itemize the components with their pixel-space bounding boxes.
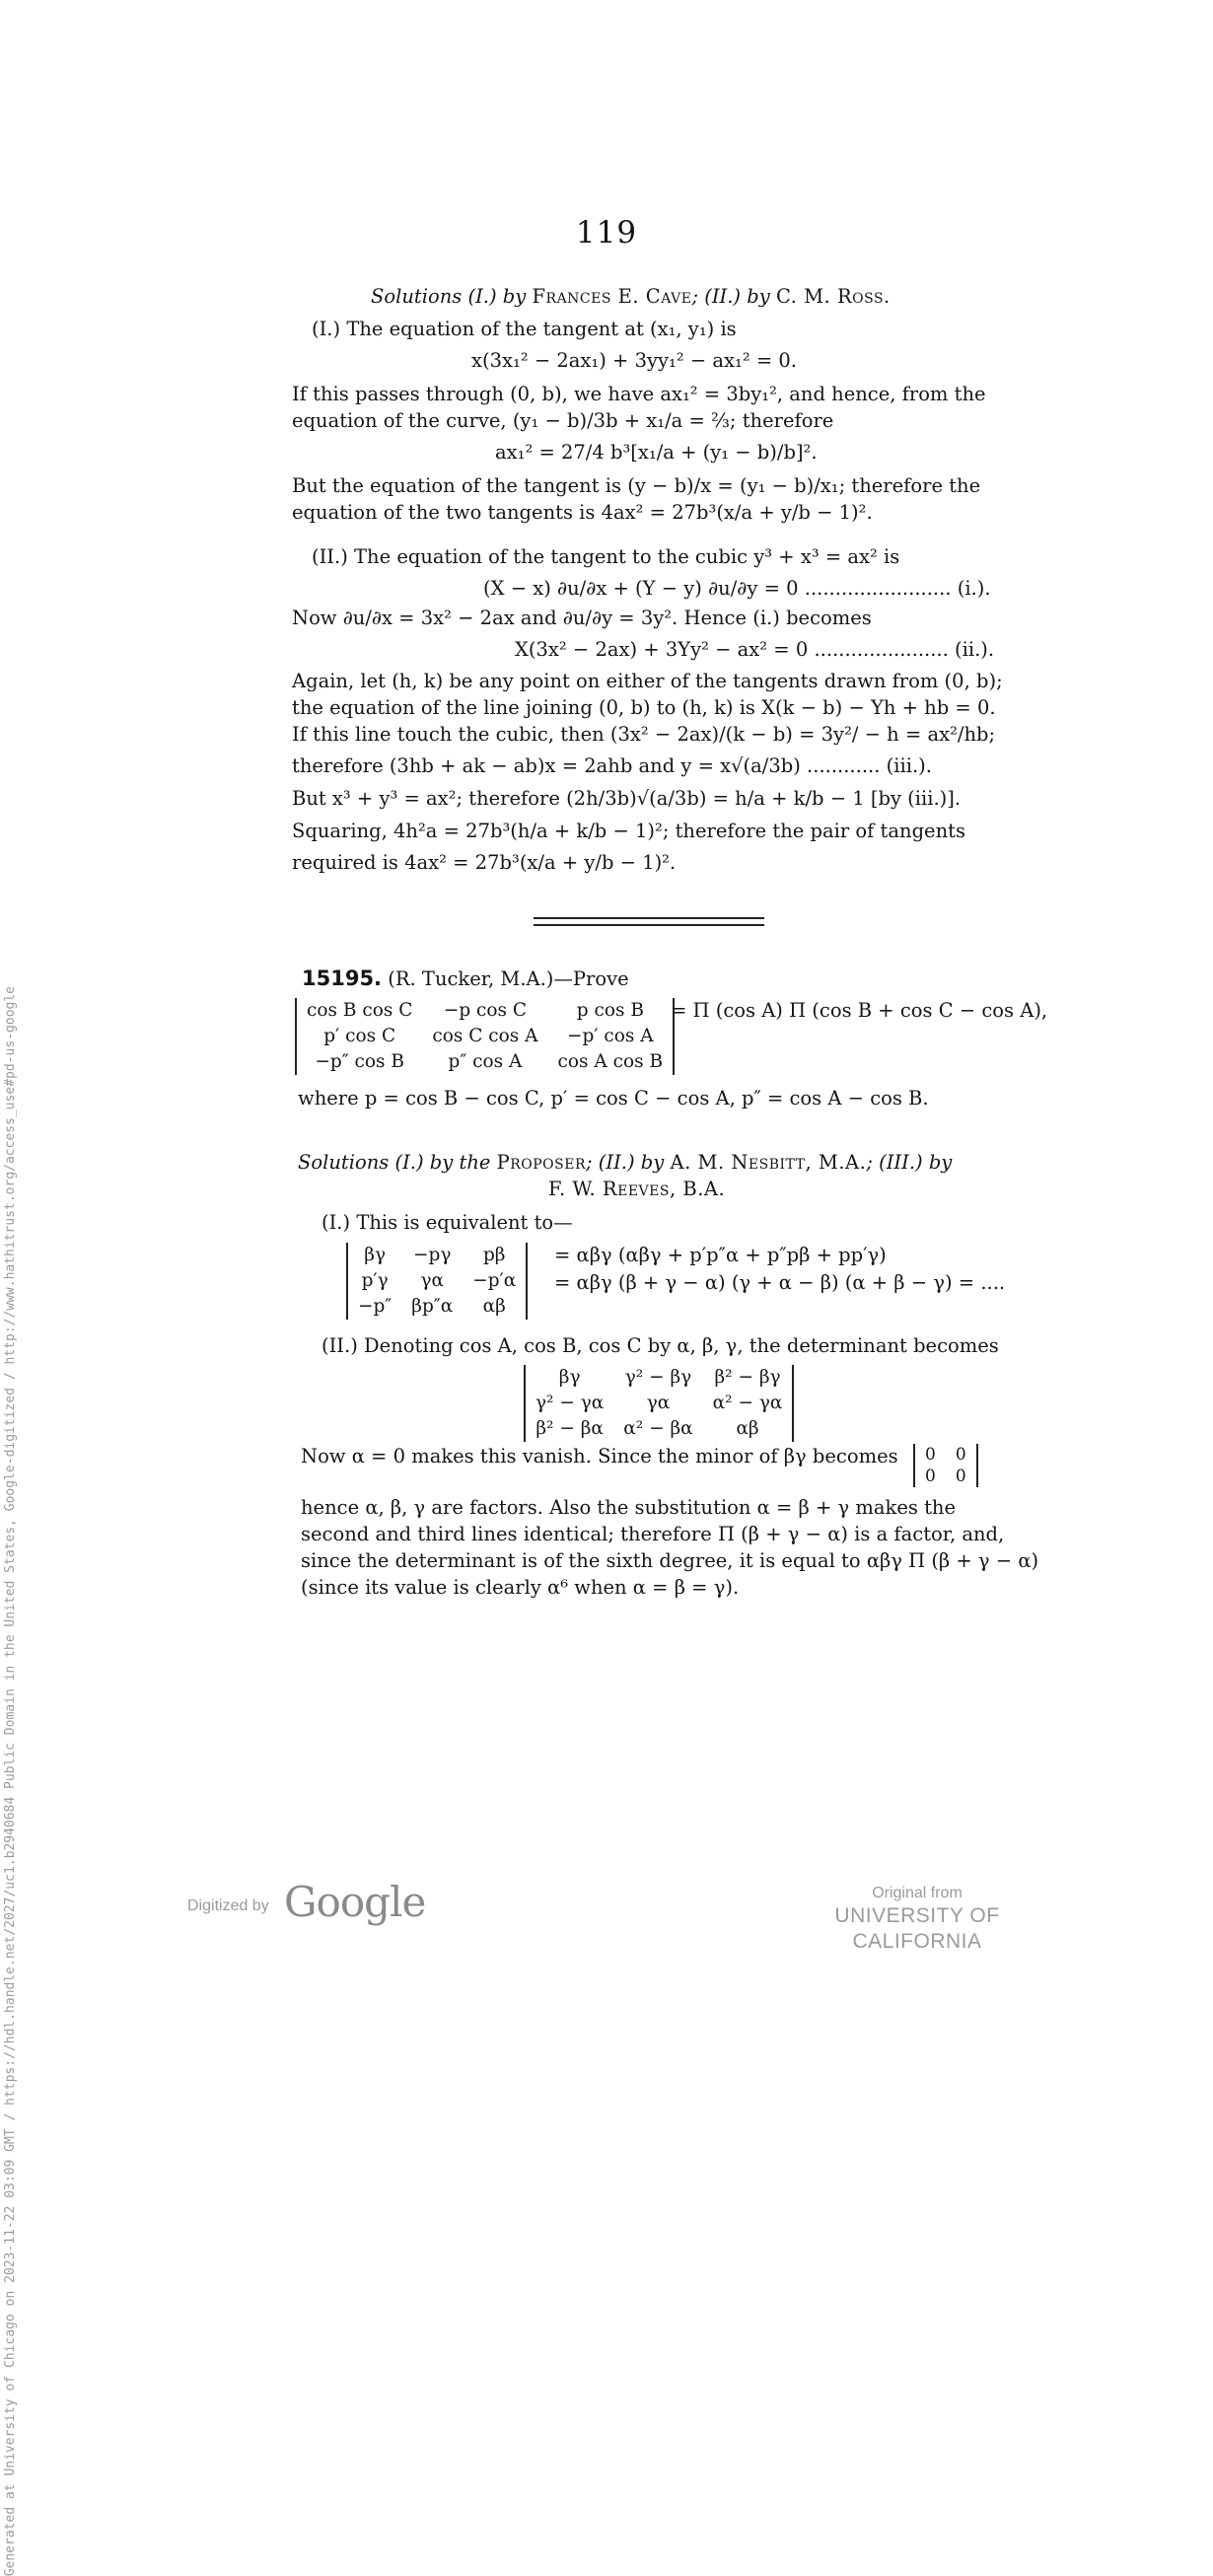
section-rule [534, 924, 764, 926]
equation-line: X(3x² − 2ax) + 3Yy² − ax² = 0 ...................... (ii.). [515, 638, 995, 661]
determinant-cell: 0 [955, 1467, 966, 1486]
determinant-cell: γ² − βγ [624, 1367, 692, 1388]
solutions-heading-mid: ; (II.) by [586, 1151, 665, 1174]
text-line: (I.) The equation of the tangent at (x₁, y₁) is [312, 318, 737, 340]
determinant-cell: α² − βα [623, 1418, 693, 1439]
equation-line: (X − x) ∂u/∂x + (Y − y) ∂u/∂y = 0 ........................ (i.). [483, 577, 991, 600]
google-logo: Google [284, 1878, 426, 1926]
determinant-row [348, 1243, 526, 1268]
minor-determinant [913, 1444, 978, 1487]
text-line: But the equation of the tangent is (y − b)/x = (y₁ − b)/x₁; therefore the [292, 474, 981, 497]
solution-author: Frances E. Cave [532, 285, 692, 308]
determinant-cell: p cos B [576, 1000, 644, 1021]
determinant-cell: cos C cos A [432, 1026, 538, 1046]
determinant-cell: p′ cos C [323, 1026, 396, 1046]
text-line: second and third lines identical; therefore Π (β + γ − α) is a factor, and, [301, 1523, 1005, 1545]
determinant-row [297, 1049, 673, 1075]
determinant-cell: −pγ [413, 1245, 452, 1265]
determinant-cell: −p″ [358, 1296, 392, 1317]
solution-author: A. M. Nesbitt, M.A. [670, 1151, 867, 1174]
determinant-cell: β² − βα [535, 1418, 604, 1439]
determinant-cell: βp″α [411, 1296, 454, 1317]
problem-definitions: where p = cos B − cos C, p′ = cos C − cos A, p″ = cos A − cos B. [298, 1087, 929, 1109]
cosine-determinant [524, 1365, 794, 1442]
page-number: 119 [575, 215, 638, 250]
problem-rhs: = Π (cos A) Π (cos B + cos C − cos A), [671, 999, 1048, 1022]
text-line: hence α, β, γ are factors. Also the substitution α = β + γ makes the [301, 1496, 957, 1519]
solutions-heading-2 [298, 1150, 994, 1176]
determinant-cell: αβ [736, 1418, 759, 1439]
text-line: therefore (3hb + ak − ab)x = 2ahb and y = x√(a/3b) ............ (iii.). [292, 754, 932, 777]
determinant-cell: αβ [482, 1296, 506, 1317]
determinant-row [915, 1466, 976, 1487]
text-line: If this passes through (0, b), we have ax₁² = 3by₁², and hence, from the [292, 383, 986, 405]
determinant-grid [526, 1365, 792, 1442]
equivalent-rhs-2: = αβγ (β + γ − α) (γ + α − β) (α + β − γ) = .... [554, 1271, 1006, 1294]
text-line: If this line touch the cubic, then (3x² − 2ax)/(k − b) = 3y²/ − h = ax²/hb; [292, 723, 996, 746]
determinant-cell: −p cos C [443, 1000, 528, 1021]
text-line: Now α = 0 makes this vanish. Since the minor of βγ becomes [301, 1445, 898, 1467]
text-line: required is 4ax² = 27b³(x/a + y/b − 1)². [292, 851, 677, 874]
text-line: (II.) The equation of the tangent to the cubic y³ + x³ = ax² is [312, 545, 900, 568]
determinant-cell: γα [420, 1270, 445, 1291]
text-line: equation of the two tangents is 4ax² = 27b³(x/a + y/b − 1)². [292, 501, 873, 524]
determinant-cell: −p′ cos A [567, 1026, 654, 1046]
text-line: the equation of the line joining (0, b) to (h, k) is X(k − b) − Yh + hb = 0. [292, 696, 996, 719]
solution-author: Proposer [496, 1151, 587, 1174]
equivalent-rhs-1: = αβγ (αβγ + p′p″α + p″pβ + pp′γ) [554, 1244, 887, 1266]
institution-name: UNIVERSITY OF CALIFORNIA [834, 1904, 1000, 1953]
solutions-heading-2-cont [548, 1177, 725, 1202]
determinant-grid [348, 1243, 526, 1320]
determinant-grid [915, 1444, 976, 1487]
determinant-row [297, 1024, 673, 1049]
determinant-row [297, 998, 673, 1024]
determinant-cell: p′γ [361, 1270, 389, 1291]
solutions-heading-mid: ; (III.) by [866, 1151, 953, 1174]
determinant-cell: βγ [558, 1367, 581, 1388]
solutions-heading-prefix: Solutions (I.) by [371, 285, 527, 308]
section-rule [534, 917, 764, 919]
text-line: But x³ + y³ = ax²; therefore (2h/3b)√(a/3b) = h/a + k/b − 1 [by (iii.)]. [292, 787, 962, 810]
side-watermark-note: Generated at University of Chicago on 2023-11-22 03:09 GMT / https://hdl.handle.net/2027/uc1.b2940684 Public Domain in the United States, Google-digitized / http://www.hathitrust.org/access_use#pd-us-google [3, 986, 18, 2576]
determinant-grid [297, 998, 673, 1075]
determinant-cell: cos A cos B [557, 1051, 664, 1072]
text-line: since the determinant is of the sixth degree, it is equal to αβγ Π (β + γ − α) [301, 1549, 1039, 1572]
determinant-cell: p″ cos A [448, 1051, 523, 1072]
text-line: equation of the curve, (y₁ − b)/3b + x₁/a = ⅔; therefore [292, 409, 834, 432]
equation-line: ax₁² = 27/4 b³[x₁/a + (y₁ − b)/b]². [495, 441, 818, 464]
text-line: (II.) Denoting cos A, cos B, cos C by α, β, γ, the determinant becomes [321, 1334, 999, 1357]
solutions-heading-1 [371, 284, 891, 310]
problem-determinant [295, 998, 675, 1075]
determinant-cell: pβ [482, 1245, 506, 1265]
text-line: (I.) This is equivalent to— [321, 1211, 573, 1234]
text-line: Squaring, 4h²a = 27b³(h/a + k/b − 1)²; therefore the pair of tangents [292, 820, 965, 842]
text-line: Now ∂u/∂x = 3x² − 2ax and ∂u/∂y = 3y². Hence (i.) becomes [292, 607, 872, 629]
equivalent-determinant [346, 1243, 528, 1320]
original-from-block [769, 1884, 1065, 1955]
problem-header [302, 966, 629, 992]
problem-author: (R. Tucker, M.A.)—Prove [388, 967, 629, 990]
determinant-row [348, 1294, 526, 1320]
solution-author: F. W. Reeves, B.A. [548, 1178, 726, 1200]
determinant-cell: γ² − γα [535, 1393, 605, 1413]
determinant-cell: −p″ cos B [315, 1051, 404, 1072]
original-from-label: Original from [872, 1885, 963, 1901]
determinant-cell: 0 [955, 1445, 966, 1465]
determinant-cell: cos B cos C [307, 1000, 413, 1021]
solution-author: C. M. Ross. [775, 285, 891, 308]
determinant-cell: β² − βγ [714, 1367, 781, 1388]
text-line: (since its value is clearly α⁶ when α = β = γ). [301, 1576, 740, 1599]
determinant-row [526, 1391, 792, 1416]
determinant-cell: 0 [925, 1445, 936, 1465]
solutions-heading-prefix: Solutions (I.) by the [298, 1151, 491, 1174]
solutions-heading-mid: ; (II.) by [691, 285, 770, 308]
determinant-row [915, 1444, 976, 1466]
determinant-row [526, 1416, 792, 1442]
determinant-cell: γα [646, 1393, 671, 1413]
determinant-row [526, 1365, 792, 1391]
problem-number: 15195. [302, 966, 383, 990]
determinant-cell: βγ [364, 1245, 387, 1265]
equation-line: x(3x₁² − 2ax₁) + 3yy₁² − ax₁² = 0. [471, 349, 797, 372]
text-line: Again, let (h, k) be any point on either of the tangents drawn from (0, b); [292, 670, 1003, 692]
determinant-cell: 0 [925, 1467, 936, 1486]
digitized-by-label: Digitized by [187, 1897, 269, 1914]
determinant-cell: −p′α [472, 1270, 517, 1291]
determinant-row [348, 1268, 526, 1294]
determinant-cell: α² − γα [712, 1393, 783, 1413]
